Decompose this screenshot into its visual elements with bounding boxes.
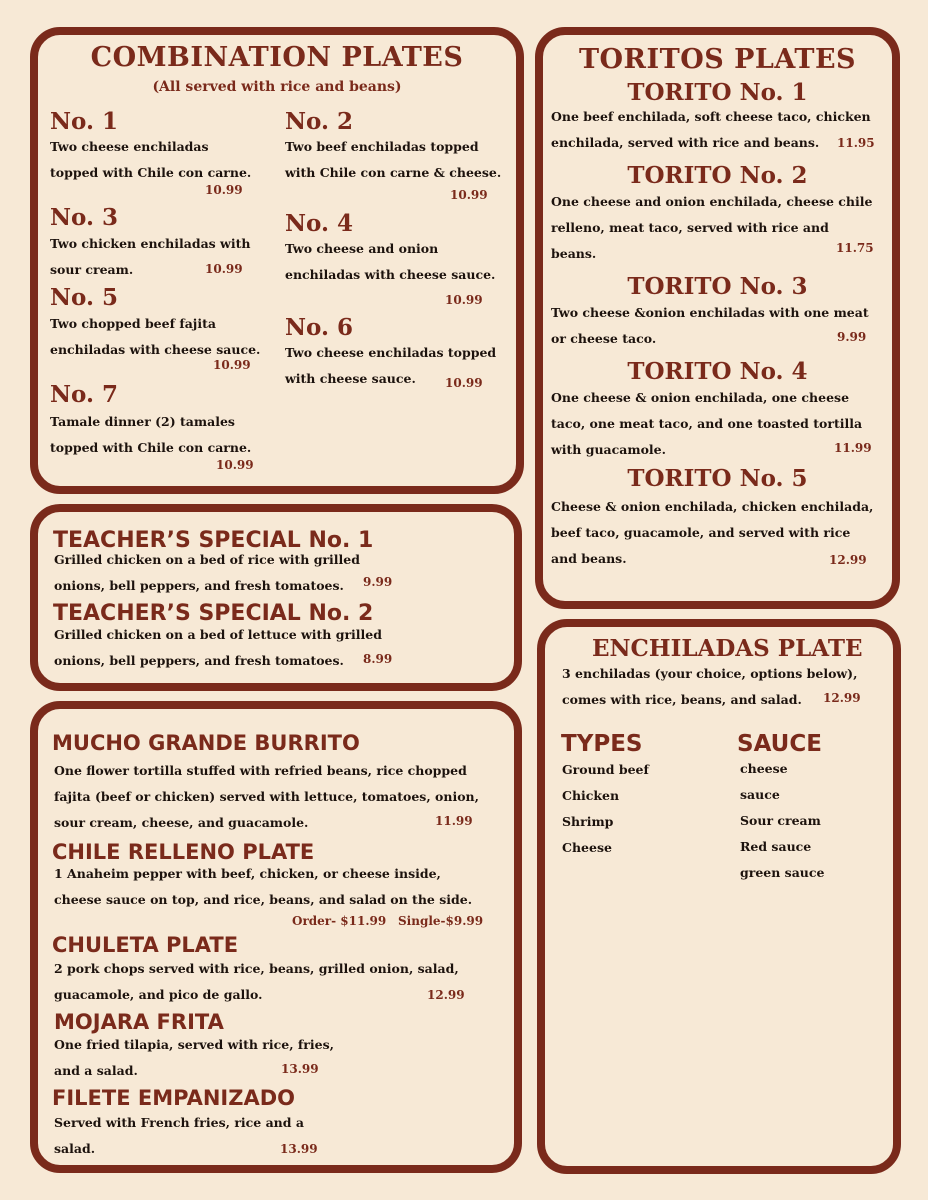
torito-price: 12.99 xyxy=(829,553,867,567)
teachers-special-desc: onions, bell peppers, and fresh tomatoes. xyxy=(54,578,344,593)
combo-item-desc: topped with Chile con carne. xyxy=(50,440,252,455)
combo-item-desc: Two chicken enchiladas with xyxy=(50,236,251,251)
torito-name: TORITO No. 4 xyxy=(627,358,808,385)
torito-desc: beans. xyxy=(551,246,597,261)
combo-item-desc: Two beef enchiladas topped xyxy=(285,139,479,154)
burrito-name: MUCHO GRANDE BURRITO xyxy=(52,731,360,755)
combo-item-desc: with Chile con carne & cheese. xyxy=(285,165,502,180)
burrito-desc: fajita (beef or chicken) served with lettuce, tomatoes, onion, xyxy=(54,789,479,804)
combo-item-desc: topped with Chile con carne. xyxy=(50,165,252,180)
combo-item-desc: Two chopped beef fajita xyxy=(50,316,216,331)
combo-item-name: No. 7 xyxy=(50,381,118,408)
mojara-name: MOJARA FRITA xyxy=(54,1010,224,1034)
teachers-special-desc: onions, bell peppers, and fresh tomatoes. xyxy=(54,653,344,668)
filete-desc: salad. xyxy=(54,1141,96,1156)
torito-name: TORITO No. 1 xyxy=(627,79,808,106)
combo-item-desc: Two cheese enchiladas topped xyxy=(285,345,497,360)
enchiladas-plate-price: 12.99 xyxy=(823,691,861,705)
sauce-item: Sour cream xyxy=(740,813,821,828)
combo-item-desc: enchiladas with cheese sauce. xyxy=(50,342,261,357)
chile-relleno-name: CHILE RELLENO PLATE xyxy=(52,840,315,864)
combo-item-price: 10.99 xyxy=(213,358,251,372)
mojara-desc: One fried tilapia, served with rice, fries, xyxy=(54,1037,334,1052)
mojara-price: 13.99 xyxy=(281,1062,319,1076)
torito-desc: One cheese & onion enchilada, one cheese xyxy=(551,390,850,405)
mojara-desc: and a salad. xyxy=(54,1063,138,1078)
torito-desc: relleno, meat taco, served with rice and xyxy=(551,220,829,235)
combo-item-price: 10.99 xyxy=(450,188,488,202)
torito-name: TORITO No. 2 xyxy=(627,162,808,189)
type-item: Ground beef xyxy=(562,762,649,777)
torito-desc: enchilada, served with rice and beans. xyxy=(551,135,820,150)
teachers-special-name: TEACHER’S SPECIAL No. 2 xyxy=(53,601,374,626)
combo-item-name: No. 4 xyxy=(285,210,353,237)
combo-item-desc: with cheese sauce. xyxy=(285,371,416,386)
torito-desc: One beef enchilada, soft cheese taco, chicken xyxy=(551,109,871,124)
chile-relleno-order-price: Order- $11.99 xyxy=(292,914,387,928)
combo-item-desc: Two cheese enchiladas xyxy=(50,139,209,154)
combo-item-desc: sour cream. xyxy=(50,262,134,277)
combo-item-desc: Tamale dinner (2) tamales xyxy=(50,414,235,429)
combo-item-price: 10.99 xyxy=(205,183,243,197)
type-item: Chicken xyxy=(562,788,620,803)
filete-price: 13.99 xyxy=(280,1142,318,1156)
type-item: Shrimp xyxy=(562,814,614,829)
torito-desc: with guacamole. xyxy=(551,442,666,457)
torito-name: TORITO No. 5 xyxy=(627,465,808,492)
combo-item-price: 10.99 xyxy=(216,458,254,472)
torito-desc: taco, one meat taco, and one toasted tortilla xyxy=(551,416,863,431)
combination-plates-subtitle: (All served with rice and beans) xyxy=(152,79,402,95)
enchiladas-plate-desc: comes with rice, beans, and salad. xyxy=(562,692,802,707)
sauce-item: green sauce xyxy=(740,865,825,880)
chuleta-price: 12.99 xyxy=(427,988,465,1002)
burrito-desc: One flower tortilla stuffed with refried beans, rice chopped xyxy=(54,763,467,778)
sauce-item: sauce xyxy=(740,787,780,802)
combo-item-name: No. 5 xyxy=(50,284,118,311)
torito-desc: Cheese & onion enchilada, chicken enchilada, xyxy=(551,499,874,514)
types-heading: TYPES xyxy=(561,731,643,757)
combo-item-price: 10.99 xyxy=(445,376,483,390)
combo-item-desc: enchiladas with cheese sauce. xyxy=(285,267,496,282)
combo-item-price: 10.99 xyxy=(445,293,483,307)
toritos-plates-title: TORITOS PLATES xyxy=(578,44,857,75)
burrito-price: 11.99 xyxy=(435,814,473,828)
torito-price: 11.95 xyxy=(837,136,875,150)
filete-name: FILETE EMPANIZADO xyxy=(52,1086,295,1110)
enchiladas-plate-title: ENCHILADAS PLATE xyxy=(592,635,863,662)
teachers-special-name: TEACHER’S SPECIAL No. 1 xyxy=(53,528,374,553)
combo-item-desc: Two cheese and onion xyxy=(285,241,439,256)
chuleta-name: CHULETA PLATE xyxy=(52,933,239,957)
torito-price: 11.75 xyxy=(836,241,874,255)
torito-desc: Two cheese &onion enchiladas with one meat xyxy=(551,305,869,320)
torito-desc: and beans. xyxy=(551,551,627,566)
chile-relleno-desc: cheese sauce on top, and rice, beans, and salad on the side. xyxy=(54,892,473,907)
sauce-heading: SAUCE xyxy=(737,731,822,757)
teachers-special-price: 9.99 xyxy=(363,575,393,589)
teachers-special-price: 8.99 xyxy=(363,652,393,666)
torito-price: 9.99 xyxy=(837,330,867,344)
sauce-item: cheese xyxy=(740,761,788,776)
type-item: Cheese xyxy=(562,840,612,855)
chile-relleno-desc: 1 Anaheim pepper with beef, chicken, or cheese inside, xyxy=(54,866,441,881)
combination-plates-title: COMBINATION PLATES xyxy=(90,42,464,73)
torito-desc: One cheese and onion enchilada, cheese chile xyxy=(551,194,873,209)
chile-relleno-single-price: Single-$9.99 xyxy=(398,914,484,928)
torito-desc: beef taco, guacamole, and served with rice xyxy=(551,525,851,540)
chuleta-desc: 2 pork chops served with rice, beans, grilled onion, salad, xyxy=(54,961,459,976)
sauce-item: Red sauce xyxy=(740,839,812,854)
combo-item-price: 10.99 xyxy=(205,262,243,276)
combo-item-name: No. 2 xyxy=(285,108,353,135)
combo-item-name: No. 3 xyxy=(50,204,118,231)
torito-price: 11.99 xyxy=(834,441,872,455)
enchiladas-plate-desc: 3 enchiladas (your choice, options below), xyxy=(562,666,858,681)
teachers-special-desc: Grilled chicken on a bed of rice with grilled xyxy=(54,552,360,567)
combo-item-name: No. 1 xyxy=(50,108,118,135)
combo-item-name: No. 6 xyxy=(285,314,353,341)
chuleta-desc: guacamole, and pico de gallo. xyxy=(54,987,263,1002)
teachers-special-desc: Grilled chicken on a bed of lettuce with grilled xyxy=(54,627,382,642)
filete-desc: Served with French fries, rice and a xyxy=(54,1115,304,1130)
torito-desc: or cheese taco. xyxy=(551,331,657,346)
burrito-desc: sour cream, cheese, and guacamole. xyxy=(54,815,309,830)
torito-name: TORITO No. 3 xyxy=(627,273,808,300)
